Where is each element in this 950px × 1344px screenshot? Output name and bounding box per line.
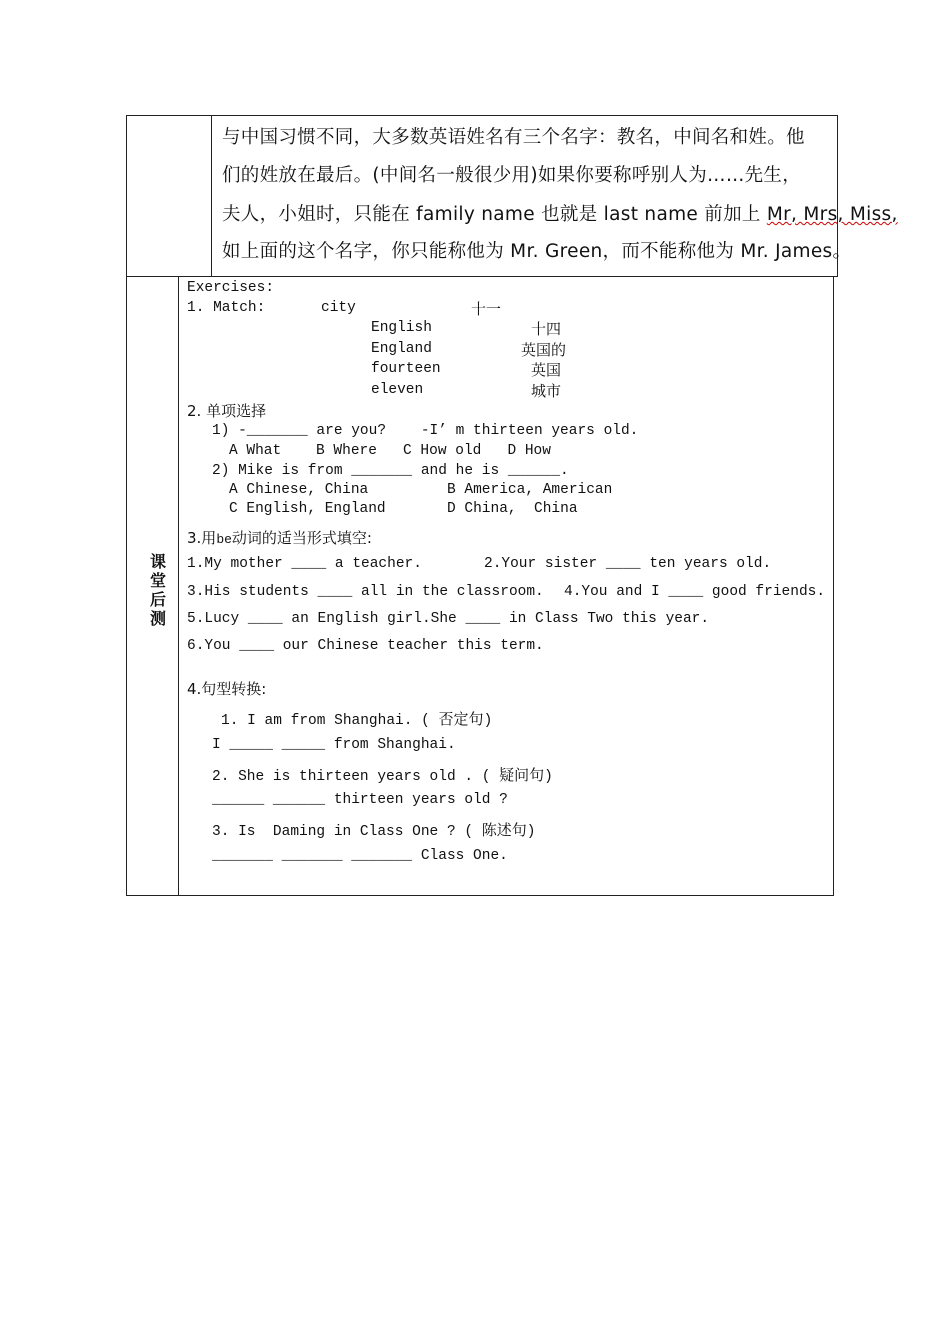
- q4-item-1: [221, 708, 492, 729]
- section-label: [146, 552, 170, 628]
- match-english-word: eleven: [371, 382, 424, 398]
- q4-answer-3: _______ _______ _______ Class One.: [212, 848, 508, 864]
- match-chinese-word: 十一: [471, 300, 502, 318]
- q2-option-a: A Chinese, China: [229, 482, 369, 498]
- q3-title-a: 3.用: [187, 529, 217, 547]
- label-column-right: [178, 276, 179, 896]
- q4-item-3: [212, 819, 535, 840]
- q2-option-b: B America, American: [447, 482, 613, 498]
- q4-item-1-hint: 否定句: [438, 710, 484, 728]
- q2-item-2: 2) Mike is from _______ and he is ______.: [212, 463, 569, 479]
- q3-title-be: be: [216, 532, 232, 547]
- q3-sentence-4: 4.You and I ____ good friends.: [564, 584, 826, 600]
- intro-cell-left: [211, 115, 212, 276]
- match-english-word: fourteen: [371, 361, 441, 377]
- q3-sentence-1: 1.My mother ____ a teacher.: [187, 556, 422, 572]
- q3-sentence-2: 2.Your sister ____ ten years old.: [484, 556, 772, 572]
- match-chinese-word: 英国的: [521, 341, 567, 359]
- match-chinese-word: 城市: [531, 382, 562, 400]
- q4-item-2-end: ): [544, 769, 553, 785]
- q4-item-3-end: ): [526, 824, 536, 840]
- q4-item-2-hint: 疑问句: [499, 766, 545, 784]
- section-label-char: 后: [149, 590, 166, 609]
- q4-item-2: [212, 764, 553, 785]
- match-chinese-word: 英国: [531, 361, 562, 379]
- match-chinese-word: 十四: [531, 320, 562, 338]
- table-border-bottom: [126, 895, 834, 896]
- q3-sentence-5: 5.Lucy ____ an English girl.She ____ in Class Two this year.: [187, 611, 710, 627]
- q3-sentence-3: 3.His students ____ all in the classroom.: [187, 584, 544, 600]
- row-divider: [126, 276, 178, 277]
- match-label: 1. Match:: [187, 300, 266, 316]
- exercises-title: Exercises:: [187, 280, 275, 296]
- match-english-word: city: [321, 300, 356, 316]
- q3-title: [187, 527, 372, 548]
- q4-item-1-text: 1. I am from Shanghai. (: [221, 713, 430, 729]
- match-english-word: English: [371, 320, 432, 336]
- intro-line-4: 如上面的这个名字，你只能称他为 Mr. Green，而不能称他为 Mr. James。: [222, 241, 852, 262]
- intro-line-3-text: 夫人，小姐时，只能在 family name 也就是 last name 前加上: [222, 204, 767, 225]
- intro-titles: Mr, Mrs, Miss,: [766, 204, 898, 225]
- table-border-left: [126, 115, 127, 896]
- intro-line-2: 们的姓放在最后。(中间名一般很少用)如果你要称呼别人为……先生，: [222, 165, 802, 186]
- q4-item-2-text: 2. She is thirteen years old . (: [212, 769, 491, 785]
- q4-item-3-hint: 陈述句: [481, 821, 527, 839]
- q4-title: 4.句型转换:: [187, 680, 267, 698]
- intro-line-3: [222, 200, 898, 226]
- q3-sentence-6: 6.You ____ our Chinese teacher this term.: [187, 638, 544, 654]
- match-english-word: England: [371, 341, 432, 357]
- q2-item-1-options: A What B Where C How old D How: [229, 443, 551, 459]
- q2-item-1: 1) -_______ are you? -I’ m thirteen years old.: [212, 423, 639, 439]
- q4-answer-2: ______ ______ thirteen years old ?: [212, 792, 508, 808]
- q2-option-d: D China, China: [447, 501, 578, 517]
- q3-title-c: 动词的适当形式填空:: [231, 529, 372, 547]
- q4-answer-1: I _____ _____ from Shanghai.: [212, 737, 456, 753]
- table-border-top: [126, 115, 838, 116]
- q4-item-3-text: 3. Is Daming in Class One ? (: [212, 824, 474, 840]
- intro-line-1: 与中国习惯不同，大多数英语姓名有三个名字：教名，中间名和姓。他: [222, 127, 805, 148]
- q2-option-c: C English, England: [229, 501, 386, 517]
- section-label-char: 测: [149, 609, 166, 628]
- section-label-char: 堂: [149, 571, 166, 590]
- section-label-char: 课: [149, 552, 166, 571]
- table-border-right: [833, 277, 834, 896]
- q4-item-1-end: ): [483, 713, 493, 729]
- intro-border-bottom: [178, 276, 838, 277]
- q2-title: 2. 单项选择: [187, 402, 267, 420]
